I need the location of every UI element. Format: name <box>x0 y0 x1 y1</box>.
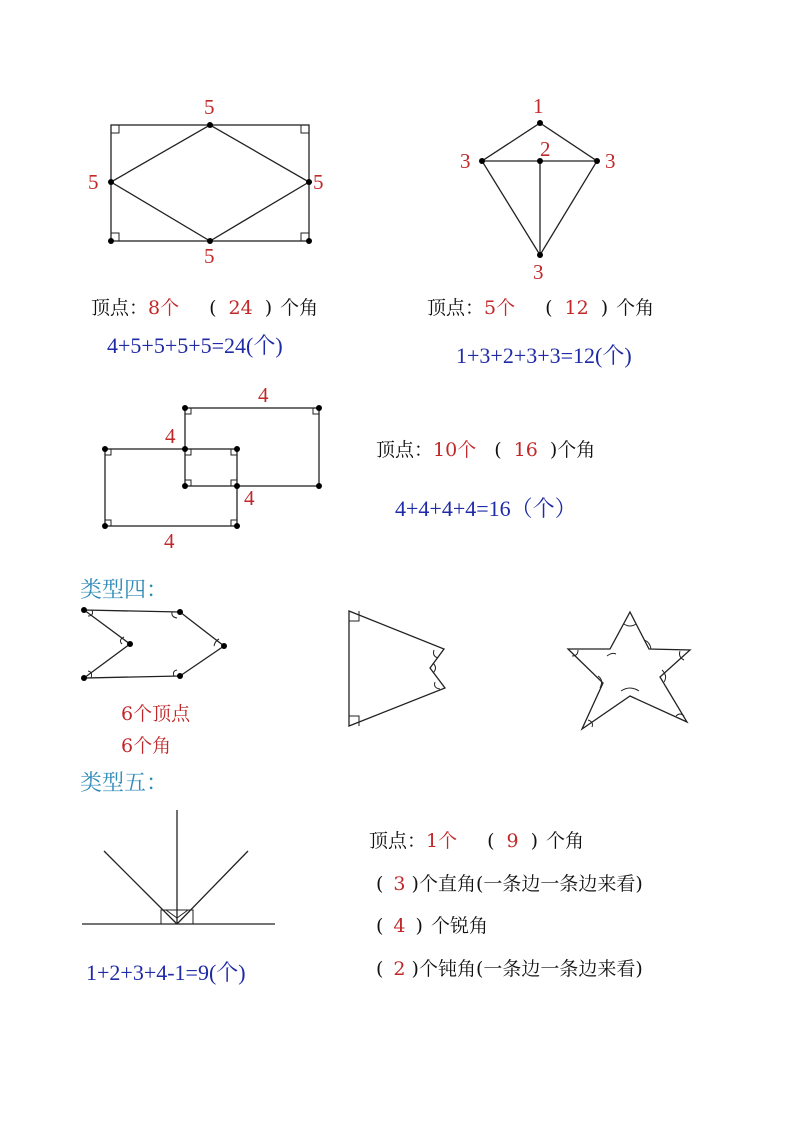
type5-vertex-label: 顶点： <box>369 830 427 852</box>
type5-acute-line: ( 4 ) 个锐角 <box>376 915 488 937</box>
fig2-label-left: 3 <box>460 149 471 173</box>
fig1-label-left: 5 <box>88 170 99 194</box>
type5-angle-count: 9 <box>506 830 519 852</box>
fig3-vertex-count: 10个 <box>433 439 477 461</box>
fig3-label-top: 4 <box>258 383 269 407</box>
fig3-vertex-label: 顶点： <box>376 439 434 461</box>
type5-right-angles-label: 个直角(一条边一条边来看) <box>418 873 643 895</box>
fig1-angle-label: 个角 <box>280 297 319 319</box>
type5-obtuse-count: 2 <box>393 958 406 980</box>
fig1-vertex-line: 顶点：8个 ( 24 ) 个角 <box>91 297 319 319</box>
fig3-label-right: 4 <box>244 486 255 510</box>
fig1-label-right: 5 <box>313 170 324 194</box>
fig2-formula: 1+3+2+3+3=12(个) <box>456 343 632 368</box>
type4-caption-angles: 6个角 <box>121 735 172 757</box>
fig2-vertex-label: 顶点： <box>427 297 485 319</box>
fig1-vertex-count: 8个 <box>148 297 180 319</box>
fig2-label-bottom: 3 <box>533 260 544 284</box>
fig2-vertex-line: 顶点：5个 ( 12 ) 个角 <box>427 297 655 319</box>
type5-formula: 1+2+3+4-1=9(个) <box>86 960 246 985</box>
fig2-label-right: 3 <box>605 149 616 173</box>
fig2-angle-label: 个角 <box>616 297 655 319</box>
fig3-label-left: 4 <box>165 424 176 448</box>
type4-caption-vertices: 6个顶点 <box>121 703 191 725</box>
fig1-formula: 4+5+5+5+5=24(个) <box>107 333 283 358</box>
type5-vertex-line: 顶点：1个 ( 9 ) 个角 <box>369 830 585 852</box>
type5-obtuse-label: 个钝角(一条边一条边来看) <box>418 958 643 980</box>
fig2-angle-count: 12 <box>564 297 589 319</box>
fig2-vertex-count: 5个 <box>484 297 516 319</box>
type5-vertex-count: 1个 <box>426 830 458 852</box>
fig3-angle-count: 16 <box>513 439 538 461</box>
type5-acute-count: 4 <box>393 915 406 937</box>
fig1-angle-count: 24 <box>228 297 253 319</box>
fig3-label-bottom: 4 <box>164 529 175 553</box>
type5-angle-label: 个角 <box>546 830 585 852</box>
fig3-vertex-line: 顶点：10个 ( 16 )个角 <box>376 439 596 461</box>
type5-right-angles-line: ( 3 )个直角(一条边一条边来看) <box>376 873 643 895</box>
fig1-label-top: 5 <box>204 95 215 119</box>
fig3-angle-label: 个角 <box>557 439 596 461</box>
type5-right-angles-count: 3 <box>393 873 406 895</box>
fig1-label-bottom: 5 <box>204 244 215 268</box>
fig2-label-center: 2 <box>540 137 551 161</box>
type5-heading: 类型五： <box>80 771 169 796</box>
fig3-formula: 4+4+4+4=16（个） <box>395 496 577 521</box>
type4-heading: 类型四： <box>80 578 169 603</box>
fig1-vertex-label: 顶点： <box>91 297 149 319</box>
fig2-label-top: 1 <box>533 94 544 118</box>
type5-obtuse-line: ( 2 )个钝角(一条边一条边来看) <box>376 958 643 980</box>
type5-acute-label: 个锐角 <box>430 915 488 937</box>
